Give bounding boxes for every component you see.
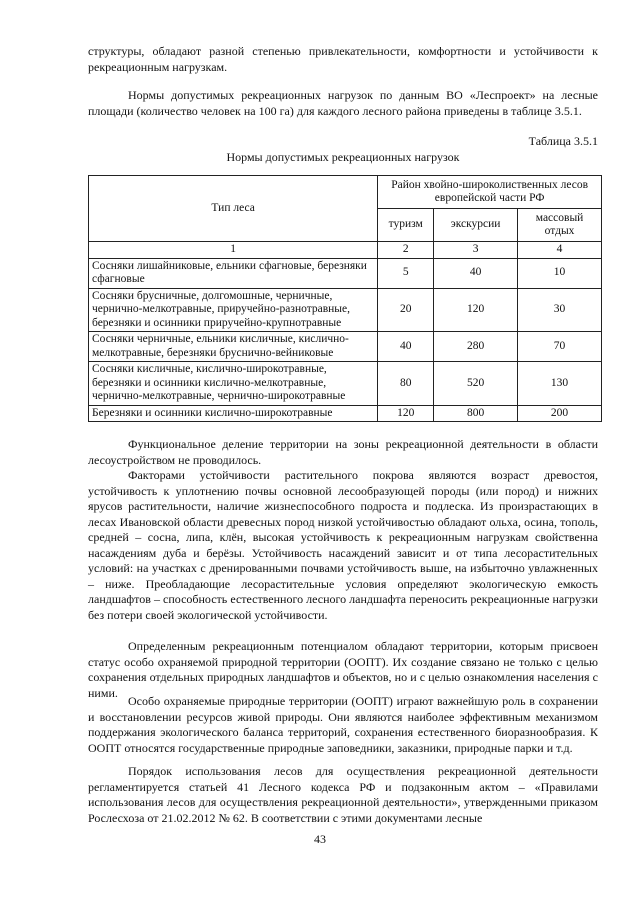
- table-row: [89, 288, 602, 332]
- numbering-cell: 4: [518, 242, 602, 259]
- table-label: Таблица 3.5.1: [528, 134, 598, 148]
- recreation-norms-table: [88, 175, 602, 422]
- table-title: Нормы допустимых рекреационных нагрузок: [226, 150, 460, 164]
- excursions-value: 800: [434, 405, 518, 422]
- tourism-value: 40: [378, 332, 434, 362]
- stability-paragraph: Факторами устойчивости растительного покрова являются возраст древостоя, устойчивость к уплотнению почвы основной лесообразующей породы (или пород) и нижних ярусов растительности, наличие жизнеспособного подроста и подлеска. Из произрастающих в лесах Ивановской области древесных пород низкой устойчивостью обладают ольха, осина, тополь, средней – сосна, липа, клён, высокая устойчивость к рекреационным нагрузкам свойственна насаждениям дуба и берёзы. Устойчивость насаждений зависит и от типа лесорастительных условий: на участках с дренированными почвами устойчивость выше, на избыточно увлажненных – ниже. Преобладающие лесорастительные условия определяют экологическую емкость ландшафтов – способность естественного лесного ландшафта переносить рекреационные нагрузки без потери своей экологической устойчивости.: [88, 468, 598, 622]
- forest-type-cell: Сосняки лишайниковые, ельники сфагновые, березняки сфагновые: [89, 258, 378, 288]
- header-mass-recreation: массовый отдых: [518, 209, 602, 242]
- oopt-potential-paragraph: Определенным рекреационным потенциалом обладают территории, которым присвоен статус особо охраняемой природной территории (ООПТ). Их создание связано не только с целью сохранения отдельных природных ландшафтов и объектов, но и с целью ознакомления населения с ними.: [88, 639, 598, 700]
- header-region: Район хвойно-широколиственных лесов европейской части РФ: [378, 176, 602, 209]
- numbering-cell: 1: [89, 242, 378, 259]
- intro-paragraph: структуры, обладают разной степенью привлекательности, комфортности и устойчивости к рекреационным нагрузкам.: [88, 44, 598, 74]
- mass-recreation-value: 130: [518, 362, 602, 406]
- norms-paragraph: Нормы допустимых рекреационных нагрузок по данным ВО «Леспроект» на лесные площади (количество человек на 100 га) для каждого лесного района приведены в таблице 3.5.1.: [88, 88, 598, 118]
- forest-type-cell: Сосняки брусничные, долгомошные, черничные, чернично-мелкотравные, приручейно-разнотравные, березняки и осинники приручейно-крупнотравные: [89, 288, 378, 332]
- excursions-value: 120: [434, 288, 518, 332]
- tourism-value: 5: [378, 258, 434, 288]
- forest-type-cell: Березняки и осинники кислично-широкотравные: [89, 405, 378, 422]
- table-row: [89, 258, 602, 288]
- header-tourism: туризм: [378, 209, 434, 242]
- mass-recreation-value: 200: [518, 405, 602, 422]
- table-header-row: [89, 176, 602, 209]
- page-number: 43: [314, 832, 326, 846]
- zoning-paragraph: Функциональное деление территории на зоны рекреационной деятельности в области лесоустройством не проводилось.: [88, 437, 598, 467]
- mass-recreation-value: 70: [518, 332, 602, 362]
- excursions-value: 40: [434, 258, 518, 288]
- forest-type-cell: Сосняки кисличные, кислично-широкотравные, березняки и осинники кислично-мелкотравные, чернично-мелкотравные, чернично-широкотравные: [89, 362, 378, 406]
- tourism-value: 20: [378, 288, 434, 332]
- tourism-value: 80: [378, 362, 434, 406]
- table-row: [89, 405, 602, 422]
- excursions-value: 520: [434, 362, 518, 406]
- mass-recreation-value: 30: [518, 288, 602, 332]
- numbering-cell: 3: [434, 242, 518, 259]
- table-numbering-row: [89, 242, 602, 259]
- header-forest-type: Тип леса: [89, 176, 378, 242]
- excursions-value: 280: [434, 332, 518, 362]
- numbering-cell: 2: [378, 242, 434, 259]
- forest-type-cell: Сосняки черничные, ельники кисличные, кислично-мелкотравные, березняки бруснично-вейниковые: [89, 332, 378, 362]
- header-excursions: экскурсии: [434, 209, 518, 242]
- usage-order-paragraph: Порядок использования лесов для осуществления рекреационной деятельности регламентируется статьей 41 Лесного кодекса РФ и подзаконным актом – «Правилами использования лесов для осуществления рекреационной деятельности», утвержденными приказом Рослесхоза от 21.02.2012 № 62. В соответствии с этими документами лесные: [88, 764, 598, 825]
- table-row: [89, 362, 602, 406]
- mass-recreation-value: 10: [518, 258, 602, 288]
- oopt-role-paragraph: Особо охраняемые природные территории (ООПТ) играют важнейшую роль в сохранении и восстановлении ресурсов живой природы. Они являются наиболее эффективным механизмом поддержания экологического баланса территорий, сохранения естественного биоразнообразия. К ООПТ относятся государственные природные заповедники, заказники, природные парки и т.д.: [88, 694, 598, 755]
- tourism-value: 120: [378, 405, 434, 422]
- table-row: [89, 332, 602, 362]
